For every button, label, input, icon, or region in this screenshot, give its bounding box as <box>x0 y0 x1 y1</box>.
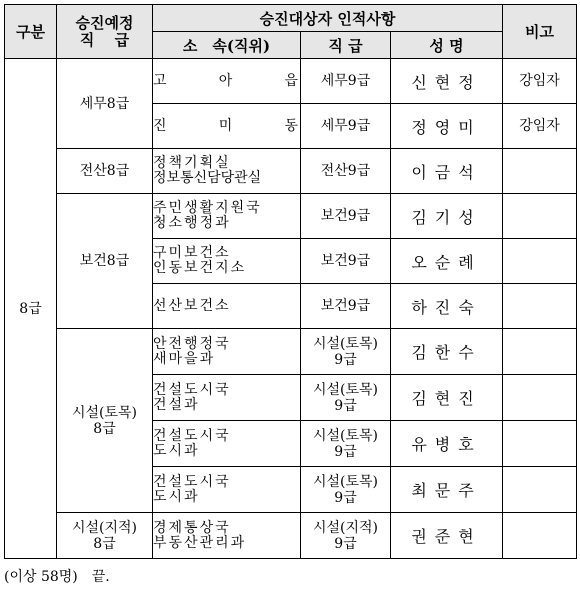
dept-line: 선산보건소 <box>153 297 231 314</box>
grade-line: 세무9급 <box>320 118 371 134</box>
dept-cell <box>153 284 301 329</box>
grade-line: 9급 <box>334 351 357 368</box>
position-line: 시설(토목) <box>71 404 138 421</box>
position-line: 세무8급 <box>79 95 130 112</box>
position-cell <box>57 194 153 329</box>
dept-cell <box>153 59 301 104</box>
memo-cell <box>503 194 577 239</box>
grade-line: 9급 <box>334 397 357 414</box>
name-cell: 신현정 <box>391 59 503 104</box>
header-position-line1: 승진예정 <box>75 13 134 32</box>
position-line: 보건8급 <box>79 253 130 269</box>
memo-cell <box>503 149 577 194</box>
dept-cell <box>153 239 301 284</box>
grade-line: 보건9급 <box>320 208 371 224</box>
grade-cell <box>301 375 391 421</box>
memo-cell <box>503 375 577 421</box>
dept-line: 건설도시국 <box>153 473 231 490</box>
grade-cell <box>301 194 391 239</box>
name-cell: 정영미 <box>391 104 503 149</box>
grade-cell <box>301 284 391 329</box>
grade-line: 9급 <box>334 535 357 552</box>
promotion-table <box>4 4 577 559</box>
dept-cell <box>153 149 301 194</box>
position-line: 8급 <box>93 420 116 437</box>
grade-cell <box>301 104 391 149</box>
header-group: 승진대상자 인적사항 <box>153 5 503 32</box>
dept-line: 정보통신담당관실 <box>153 170 262 186</box>
grade-cell <box>301 149 391 194</box>
grade-line: 9급 <box>334 443 357 460</box>
grade-line: 전산9급 <box>320 163 371 179</box>
position-cell <box>57 59 153 149</box>
name-cell: 김현진 <box>391 375 503 421</box>
dept-line: 청소행정과 <box>153 215 231 231</box>
dept-cell <box>153 467 301 513</box>
name-cell: 이금석 <box>391 149 503 194</box>
header-name: 성 명 <box>391 32 503 59</box>
grade-cell <box>301 467 391 513</box>
grade-cell <box>301 513 391 559</box>
name-cell: 유병호 <box>391 421 503 467</box>
dept-line: 새마을과 <box>153 350 216 367</box>
footer-note: (이상 58명) 끝. <box>4 569 110 585</box>
grade-cell <box>301 59 391 104</box>
grade-line: 시설(토목) <box>312 335 379 352</box>
position-line: 전산8급 <box>79 163 130 179</box>
dept-line: 도시과 <box>153 442 200 459</box>
name-cell: 권준현 <box>391 513 503 559</box>
grade-line: 보건9급 <box>320 298 371 314</box>
category-cell: 8급 <box>5 59 57 559</box>
dept-cell <box>153 194 301 239</box>
memo-cell <box>503 284 577 329</box>
grade-line: 시설(토목) <box>312 381 379 398</box>
dept-line: 건설도시국 <box>153 381 231 398</box>
name-cell: 김기성 <box>391 194 503 239</box>
grade-cell <box>301 329 391 375</box>
name-cell: 최문주 <box>391 467 503 513</box>
dept-line: 안전행정국 <box>153 335 231 352</box>
dept-line: 구미보건소 <box>153 245 231 261</box>
grade-line: 시설(지적) <box>312 519 379 536</box>
dept-line: 정책기획실 <box>153 155 231 171</box>
memo-cell <box>503 467 577 513</box>
memo-cell <box>503 329 577 375</box>
dept-line: 건설과 <box>153 396 200 413</box>
header-category: 구분 <box>5 5 57 59</box>
dept-cell <box>153 104 301 149</box>
grade-line: 보건9급 <box>320 253 371 269</box>
dept-line: 고 아 읍 <box>153 72 300 89</box>
memo-cell <box>503 421 577 467</box>
grade-line: 시설(토목) <box>312 427 379 444</box>
dept-cell <box>153 513 301 559</box>
dept-cell <box>153 375 301 421</box>
dept-line: 부동산관리과 <box>153 534 247 551</box>
memo-cell: 강임자 <box>503 59 577 104</box>
header-memo: 비고 <box>503 5 577 59</box>
memo-cell: 강임자 <box>503 104 577 149</box>
name-cell: 오순례 <box>391 239 503 284</box>
name-cell: 김한수 <box>391 329 503 375</box>
header-position <box>57 5 153 59</box>
grade-line: 세무9급 <box>320 73 371 89</box>
position-line: 8급 <box>93 535 116 552</box>
position-cell <box>57 149 153 194</box>
grade-cell <box>301 239 391 284</box>
name-cell: 하진숙 <box>391 284 503 329</box>
dept-cell <box>153 421 301 467</box>
header-grade: 직 급 <box>301 32 391 59</box>
header-position-line2: 직 급 <box>79 30 130 49</box>
header-dept: 소 속(직위) <box>153 32 301 59</box>
memo-cell <box>503 239 577 284</box>
grade-line: 9급 <box>334 489 357 506</box>
dept-line: 건설도시국 <box>153 427 231 444</box>
grade-line: 시설(토목) <box>312 473 379 490</box>
dept-line: 진 미 동 <box>153 117 300 134</box>
grade-cell <box>301 421 391 467</box>
dept-line: 주민생활지원국 <box>153 200 262 216</box>
memo-cell <box>503 513 577 559</box>
dept-cell <box>153 329 301 375</box>
dept-line: 인동보건지소 <box>153 260 247 276</box>
position-cell <box>57 329 153 513</box>
position-cell <box>57 513 153 559</box>
dept-line: 경제통상국 <box>153 519 231 536</box>
dept-line: 도시과 <box>153 488 200 505</box>
position-line: 시설(지적) <box>71 519 138 536</box>
